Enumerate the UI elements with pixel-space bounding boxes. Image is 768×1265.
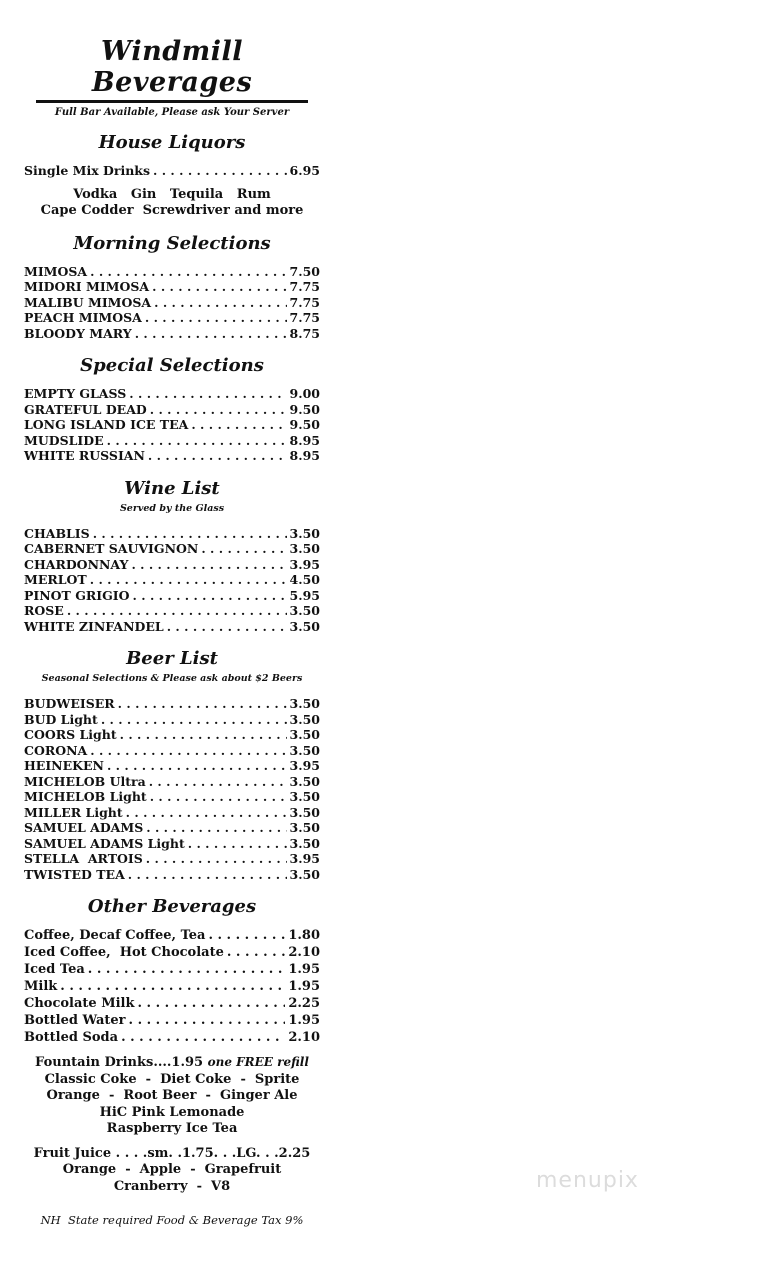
menu-item	[24, 944, 320, 961]
item-price: 7.75	[289, 294, 320, 310]
special-list	[24, 386, 320, 464]
item-name: MIDORI MIMOSA	[24, 279, 150, 294]
item-name: MALIBU MIMOSA	[24, 294, 152, 310]
dot-leader	[60, 978, 285, 995]
item-price: 8.75	[289, 325, 320, 341]
item-price: 3.50	[289, 789, 320, 804]
dot-leader	[148, 448, 287, 464]
item-price: 2.10	[288, 1030, 320, 1045]
section-title-wine: Wine List	[124, 477, 220, 499]
dot-leader	[188, 836, 287, 852]
item-price: 3.95	[289, 556, 320, 572]
item-price: 3.50	[289, 742, 320, 758]
menu-subtitle: Full Bar Available, Please ask Your Server	[54, 107, 290, 118]
menu-item	[24, 758, 320, 774]
menu-item	[24, 264, 320, 280]
item-price: 3.95	[289, 758, 320, 773]
dot-leader	[90, 572, 287, 588]
fountain-flavor-line: Orange - Root Beer - Ginger Ale	[46, 1088, 298, 1103]
house-liquor-kinds	[24, 187, 320, 219]
item-name: ROSE	[24, 603, 64, 618]
menu-item	[24, 836, 320, 852]
dot-leader	[191, 417, 286, 433]
item-price: 8.95	[289, 432, 320, 448]
item-price: 3.50	[289, 525, 320, 541]
item-price: 5.95	[289, 587, 320, 603]
item-price: 9.50	[289, 417, 320, 432]
menu-item	[24, 867, 320, 883]
dot-leader	[107, 433, 287, 449]
item-name: PEACH MIMOSA	[24, 310, 142, 325]
menupix-watermark: menupix	[536, 1168, 639, 1193]
fruit-flavor-line: Orange - Apple - Grapefruit	[62, 1162, 282, 1177]
item-price: 1.95	[288, 979, 320, 994]
menu-item	[24, 310, 320, 326]
item-name: CABERNET SAUVIGNON	[24, 541, 199, 556]
dot-leader	[129, 1012, 286, 1029]
fountain-drinks-heading	[24, 1054, 320, 1072]
dot-leader	[208, 927, 285, 944]
item-price: 7.50	[289, 263, 320, 279]
dot-leader	[118, 696, 287, 712]
item-name: HEINEKEN	[24, 758, 104, 773]
free-refill-note: one FREE refill	[207, 1055, 309, 1069]
dot-leader	[149, 774, 287, 790]
item-name: EMPTY GLASS	[24, 386, 127, 401]
item-name: COORS Light	[24, 727, 117, 742]
fruit-juice	[24, 1146, 320, 1196]
dot-leader	[131, 557, 286, 573]
dot-leader	[152, 279, 286, 295]
other-list	[24, 927, 320, 1046]
item-price: 3.95	[289, 851, 320, 866]
item-name: WHITE RUSSIAN	[24, 448, 145, 463]
item-price: 2.10	[288, 945, 320, 960]
menu-item	[24, 727, 320, 743]
menu-item	[24, 789, 320, 805]
dot-leader	[146, 820, 286, 836]
menu-item	[24, 557, 320, 573]
item-price: 3.50	[289, 727, 320, 742]
item-price: 2.25	[288, 996, 320, 1011]
fruit-flavor-line: Cranberry - V8	[113, 1178, 231, 1194]
dot-leader	[153, 163, 287, 179]
item-name: Milk	[24, 979, 58, 994]
wine-list	[24, 526, 320, 635]
dot-leader	[227, 944, 285, 961]
item-name: CHARDONNAY	[24, 556, 129, 572]
item-price: 1.95	[288, 1013, 320, 1028]
menu-item	[24, 326, 320, 342]
menu-item	[24, 402, 320, 418]
beer-list	[24, 696, 320, 882]
menu-item	[24, 927, 320, 944]
dot-leader	[150, 789, 287, 805]
item-price: 9.00	[289, 386, 320, 401]
menu-item	[24, 417, 320, 433]
liquor-kinds-line: Vodka Gin Tequila Rum	[73, 186, 271, 202]
dot-leader	[133, 588, 287, 604]
menu-item	[24, 526, 320, 542]
menu-item	[24, 163, 320, 179]
item-price: 3.50	[289, 820, 320, 835]
menu-item	[24, 978, 320, 995]
menu-item	[24, 603, 320, 619]
menu-item	[24, 851, 320, 867]
morning-list	[24, 264, 320, 342]
item-price: 3.50	[289, 804, 320, 820]
beverage-menu	[24, 36, 320, 1227]
item-price: 3.50	[289, 835, 320, 851]
menu-item	[24, 820, 320, 836]
item-name: BUD Light	[24, 711, 98, 727]
dot-leader	[90, 743, 286, 759]
item-name: PINOT GRIGIO	[24, 587, 130, 603]
item-price: 3.50	[289, 603, 320, 618]
dot-leader	[120, 727, 287, 743]
item-name: MICHELOB Ultra	[24, 773, 146, 789]
section-note-beer: Seasonal Selections & Please ask about $2 Beers	[41, 673, 303, 684]
menu-item	[24, 295, 320, 311]
item-price: 3.50	[289, 711, 320, 727]
item-name: Iced Coffee, Hot Chocolate	[24, 945, 224, 960]
dot-leader	[128, 867, 287, 883]
item-price: 9.50	[289, 401, 320, 417]
item-name: CHABLIS	[24, 525, 90, 541]
dot-leader	[145, 310, 287, 326]
tax-note: NH State required Food & Beverage Tax 9%	[40, 1213, 304, 1227]
section-title-other: Other Beverages	[87, 896, 257, 917]
item-price: 3.50	[289, 866, 320, 882]
dot-leader	[88, 961, 286, 978]
menu-item	[24, 743, 320, 759]
item-price: 3.50	[289, 696, 320, 711]
dot-leader	[129, 386, 286, 402]
dot-leader	[201, 541, 286, 557]
dot-leader	[150, 402, 287, 418]
section-title-special: Special Selections	[80, 355, 264, 376]
menu-item	[24, 541, 320, 557]
item-name: Bottled Water	[24, 1013, 126, 1028]
item-name: Coffee, Decaf Coffee, Tea	[24, 928, 206, 943]
dot-leader	[167, 619, 287, 635]
liquor-more-line: Cape Codder Screwdriver and more	[40, 202, 304, 218]
menu-item	[24, 588, 320, 604]
menu-item	[24, 774, 320, 790]
dot-leader	[135, 326, 287, 342]
item-name: LONG ISLAND ICE TEA	[24, 417, 189, 432]
item-name: Iced Tea	[24, 962, 85, 977]
dot-leader	[90, 264, 286, 280]
menu-item	[24, 1012, 320, 1029]
item-name: WHITE ZINFANDEL	[24, 618, 164, 634]
item-name: Chocolate Milk	[24, 996, 135, 1011]
item-price: 1.80	[288, 928, 320, 943]
item-name: TWISTED TEA	[24, 866, 125, 882]
menu-item	[24, 572, 320, 588]
item-name: SAMUEL ADAMS Light	[24, 835, 185, 851]
menu-item	[24, 961, 320, 978]
menu-item	[24, 433, 320, 449]
item-name: CORONA	[24, 742, 88, 758]
item-name: Bottled Soda	[24, 1030, 119, 1045]
item-price: 7.75	[289, 310, 320, 325]
item-name: MIMOSA	[24, 263, 88, 279]
dot-leader	[67, 603, 287, 619]
dot-leader	[138, 995, 286, 1012]
dot-leader	[121, 1029, 285, 1046]
item-name: STELLA ARTOIS	[24, 851, 143, 866]
item-price: 3.50	[289, 618, 320, 634]
item-name: MILLER Light	[24, 804, 123, 820]
section-title-morning: Morning Selections	[73, 232, 271, 254]
item-name: MUDSLIDE	[24, 432, 104, 448]
menu-title: Windmill Beverages	[91, 36, 253, 98]
item-price: 6.95	[289, 163, 320, 178]
fountain-drinks	[24, 1054, 320, 1138]
dot-leader	[101, 712, 287, 728]
fruit-juice-label: Fruit Juice . . . .sm. .1.75. . .LG. . .2.25	[33, 1145, 311, 1161]
title-underline	[36, 100, 308, 103]
menu-item	[24, 448, 320, 464]
item-name: MICHELOB Light	[24, 789, 147, 804]
dot-leader	[93, 526, 287, 542]
section-title-beer: Beer List	[126, 648, 218, 669]
menu-item	[24, 995, 320, 1012]
item-name: GRATEFUL DEAD	[24, 401, 147, 417]
menu-item	[24, 279, 320, 295]
item-name: BLOODY MARY	[24, 325, 132, 341]
fountain-flavor-line: Raspberry Ice Tea	[106, 1121, 238, 1136]
item-price: 3.50	[289, 541, 320, 556]
menu-item	[24, 805, 320, 821]
item-price: 8.95	[289, 448, 320, 463]
item-name: BUDWEISER	[24, 696, 115, 711]
item-price: 1.95	[288, 962, 320, 977]
menu-item	[24, 619, 320, 635]
dot-leader	[126, 805, 287, 821]
fountain-flavor-line: HiC Pink Lemonade	[99, 1104, 245, 1120]
item-name: Single Mix Drinks	[24, 163, 151, 178]
item-price: 7.75	[289, 279, 320, 294]
dot-leader	[154, 295, 286, 311]
dot-leader	[107, 758, 287, 774]
fountain-drinks-label: Fountain Drinks....1.95	[35, 1055, 204, 1070]
item-name: MERLOT	[24, 572, 87, 587]
menu-item	[24, 1029, 320, 1046]
item-price: 4.50	[289, 572, 320, 587]
section-note-wine: Served by the Glass	[119, 502, 225, 514]
menu-item	[24, 712, 320, 728]
item-name: SAMUEL ADAMS	[24, 820, 144, 835]
section-title-house-liquors: House Liquors	[98, 132, 246, 153]
menu-item	[24, 696, 320, 712]
fountain-flavor-line: Classic Coke - Diet Coke - Sprite	[44, 1071, 300, 1087]
menu-item	[24, 386, 320, 402]
item-price: 3.50	[289, 773, 320, 789]
dot-leader	[146, 851, 287, 867]
